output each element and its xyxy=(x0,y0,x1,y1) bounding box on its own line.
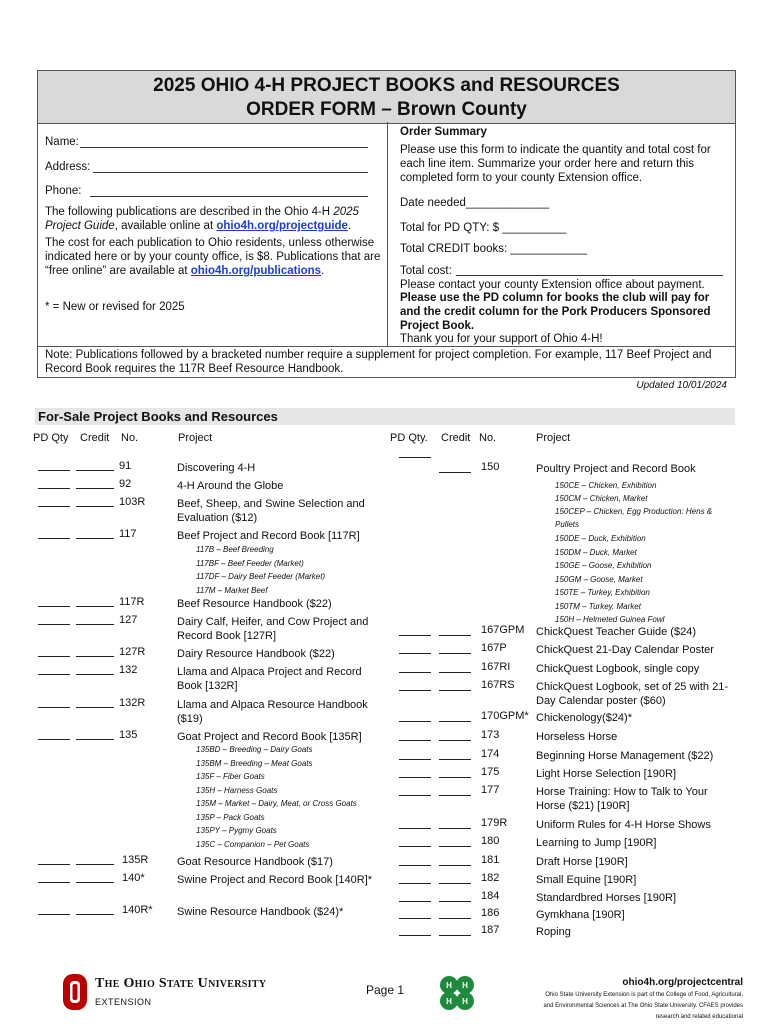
item-number: 167P xyxy=(481,642,507,654)
item-number: 187 xyxy=(481,924,500,936)
pd-qty-input[interactable] xyxy=(38,707,70,708)
info-divider xyxy=(387,122,388,346)
item-title: Swine Project and Record Book [140R]* xyxy=(177,874,373,886)
item-number: 117R xyxy=(119,596,145,608)
credit-input[interactable] xyxy=(439,865,471,866)
item-title: 4-H Around the Globe xyxy=(177,480,284,492)
item-number: 173 xyxy=(481,729,500,741)
supplement-option: 135F – Fiber Goats xyxy=(196,772,265,781)
total-cost-label: Total cost: xyxy=(400,265,452,277)
credit-input[interactable] xyxy=(439,672,471,673)
item-title: Horseless Horse xyxy=(536,731,618,743)
col-pd-qty-right: PD Qty. xyxy=(390,432,428,444)
supplement-option: 135C – Companion – Pet Goats xyxy=(196,839,310,849)
item-number: 132 xyxy=(119,664,138,676)
item-title: Beef, Sheep, and Swine Selection and Evaluation ($12) xyxy=(177,498,365,524)
pd-qty-input[interactable] xyxy=(38,864,70,865)
item-title: ChickQuest Logbook, set of 25 with 21-Day Calendar poster ($60) xyxy=(536,681,728,707)
pd-qty-input[interactable] xyxy=(38,739,70,740)
updated-date: Updated 10/01/2024 xyxy=(636,380,727,391)
item-title: Draft Horse [190R] xyxy=(536,856,628,868)
credit-input[interactable] xyxy=(76,624,114,625)
item-number: 167RS xyxy=(481,679,515,691)
pd-qty-input[interactable] xyxy=(38,488,70,489)
item-number: 167RI xyxy=(481,661,511,673)
item-title: Llama and Alpaca Resource Handbook ($19) xyxy=(177,699,368,725)
item-number: 186 xyxy=(481,907,500,919)
pd-qty-input[interactable] xyxy=(38,882,70,883)
supplement-option: 117B – Beef Breeding xyxy=(196,545,274,554)
col-no-left: No. xyxy=(121,432,139,444)
supplement-note: Note: Publications followed by a bracketed number require a supplement for project completion. For example, 117 Beef Project and Record Book requires the 117R Beef Resource Handbook. xyxy=(45,349,712,375)
item-title: Light Horse Selection [190R] xyxy=(536,768,677,780)
order-summary-heading: Order Summary xyxy=(400,126,487,138)
name-label: Name: xyxy=(45,136,79,148)
item-number: 175 xyxy=(481,766,500,778)
credit-input[interactable] xyxy=(439,721,471,722)
col-credit-left: Credit xyxy=(80,432,110,444)
item-title: Chickenology($24)* xyxy=(536,712,632,724)
item-title: Learning to Jump [190R] xyxy=(536,837,657,849)
item-title: Beef Resource Handbook ($22) xyxy=(177,598,332,610)
page-number: Page 1 xyxy=(366,983,405,997)
form-title: 2025 OHIO 4-H PROJECT BOOKS and RESOURCES xyxy=(153,75,620,96)
item-title: Horse Training: How to Talk to Your Horse ($21) [190R] xyxy=(536,786,708,812)
item-title: Beginning Horse Management ($22) xyxy=(536,750,714,762)
credit-input[interactable] xyxy=(76,914,114,915)
pd-qty-input[interactable] xyxy=(38,506,70,507)
pd-qty-input[interactable] xyxy=(38,674,70,675)
item-number: 127 xyxy=(119,614,138,626)
pd-qty-input[interactable] xyxy=(399,721,431,722)
form-title-box xyxy=(37,70,736,124)
pd-qty-input[interactable] xyxy=(38,606,70,607)
supplement-option: 150DE – Duck, Exhibition xyxy=(555,534,646,543)
credit-input[interactable] xyxy=(439,918,471,919)
item-number: 92 xyxy=(119,478,132,490)
item-number: 140* xyxy=(122,872,145,884)
credit-input[interactable] xyxy=(439,846,471,847)
supplement-option: 117BF – Beef Feeder (Market) xyxy=(196,558,304,568)
supplement-option: 135P – Pack Goats xyxy=(196,812,265,822)
item-number: 182 xyxy=(481,872,500,884)
pd-qty-input[interactable] xyxy=(399,690,431,691)
new-revised-note: * = New or revised for 2025 xyxy=(45,301,185,313)
projectguide-link[interactable]: ohio4h.org/projectguide xyxy=(216,220,348,232)
item-title: Discovering 4-H xyxy=(177,462,256,474)
item-title: ChickQuest 21-Day Calendar Poster xyxy=(536,644,714,656)
supplement-option: 150CEP – Chicken, Egg Production: Hens & Pullets xyxy=(555,507,713,529)
four-h-clover-icon xyxy=(434,970,480,1016)
item-number: 132R xyxy=(119,697,146,709)
supplement-option: 150H – Helmeted Guinea Fowl xyxy=(555,615,665,624)
disclaimer-text: Ohio State University Extension is part of the College of Food, Agricultural, and Environmental Sciences at The Ohio State University. CFAES provides research and related educational xyxy=(543,992,743,1020)
publications-link[interactable]: ohio4h.org/publications xyxy=(190,265,322,277)
pd-qty-input[interactable] xyxy=(399,795,431,796)
item-number: 177 xyxy=(481,784,500,796)
supplement-option: 135H – Harness Goats xyxy=(196,785,278,795)
supplement-option: 135PY – Pygmy Goats xyxy=(196,826,277,835)
item-title: Llama and Alpaca Project and Record Book [132R] xyxy=(177,666,362,692)
svg-text:H: H xyxy=(446,997,452,1006)
item-number: 127R xyxy=(119,646,146,658)
pd-qty-input[interactable] xyxy=(399,777,431,778)
osu-block-o-logo xyxy=(63,974,87,1010)
pd-credit-instruction: Please use the PD column for books the club will pay for and the credit column for the Pork Producers Sponsored Project Book. xyxy=(400,292,711,332)
credit-input[interactable] xyxy=(439,635,471,636)
name-field[interactable] xyxy=(80,147,368,148)
project-central-url[interactable]: ohio4h.org/projectcentral xyxy=(622,977,743,988)
svg-text:H: H xyxy=(462,997,468,1006)
item-number: 167GPM xyxy=(481,624,525,636)
supplement-option: 150TE – Turkey, Exhibition xyxy=(555,588,650,597)
extension-wordmark: EXTENSION xyxy=(95,997,152,1007)
credit-input[interactable] xyxy=(439,759,471,760)
intro-paragraph-2: The cost for each publication to Ohio residents, unless otherwise indicated here or by your county office, is $8. Publications that are “free online” are available at ohio4h.org/publications. xyxy=(45,237,381,277)
credit-input[interactable] xyxy=(439,690,471,691)
phone-label: Phone: xyxy=(45,185,82,197)
item-number: 184 xyxy=(481,890,500,902)
credit-input[interactable] xyxy=(76,506,114,507)
pd-qty-input[interactable] xyxy=(399,935,431,936)
phone-field[interactable] xyxy=(90,196,368,197)
credit-input[interactable] xyxy=(76,488,114,489)
item-title: Roping xyxy=(536,926,571,938)
credit-input[interactable] xyxy=(76,470,114,471)
pd-qty-input[interactable] xyxy=(399,672,431,673)
pd-qty-input[interactable] xyxy=(38,656,70,657)
credit-input[interactable] xyxy=(439,740,471,741)
date-needed-field[interactable]: Date needed_____________ xyxy=(400,197,550,209)
credit-input[interactable] xyxy=(439,901,471,902)
item-number: 179R xyxy=(481,817,508,829)
item-title: ChickQuest Teacher Guide ($24) xyxy=(536,626,696,638)
credit-input[interactable] xyxy=(439,935,471,936)
col-credit-right: Credit xyxy=(441,432,471,444)
thank-you-text: Thank you for your support of Ohio 4-H! xyxy=(400,333,603,345)
credit-input[interactable] xyxy=(76,538,114,539)
item-number: 117 xyxy=(119,528,137,540)
item-title: Dairy Resource Handbook ($22) xyxy=(177,648,335,660)
payment-contact: Please contact your county Extension office about payment. xyxy=(400,279,705,291)
supplement-option: 117M – Market Beef xyxy=(196,585,268,595)
credit-total-field[interactable]: Total CREDIT books: ____________ xyxy=(400,243,588,255)
credit-input[interactable] xyxy=(439,653,471,654)
address-field[interactable] xyxy=(93,172,368,173)
item-title: Standardbred Horses [190R] xyxy=(536,892,677,904)
col-no-right: No. xyxy=(479,432,497,444)
pd-qty-input[interactable] xyxy=(399,865,431,866)
pd-qty-input[interactable] xyxy=(399,635,431,636)
item-number: 140R* xyxy=(122,904,153,916)
credit-input[interactable] xyxy=(76,606,114,607)
supplement-option: 135M – Market – Dairy, Meat, or Cross Goats xyxy=(196,799,357,808)
item-title: Uniform Rules for 4-H Horse Shows xyxy=(536,819,711,831)
credit-input[interactable] xyxy=(439,472,471,473)
section-heading: For-Sale Project Books and Resources xyxy=(35,408,735,425)
item-number: 150 xyxy=(481,461,500,473)
item-title: Gymkhana [190R] xyxy=(536,909,625,921)
supplement-option: 150GE – Goose, Exhibition xyxy=(555,561,652,570)
pd-qty-input[interactable] xyxy=(399,457,431,458)
address-label: Address: xyxy=(45,161,91,173)
item-title: ChickQuest Logbook, single copy xyxy=(536,663,700,675)
pd-qty-input[interactable] xyxy=(399,883,431,884)
credit-input[interactable] xyxy=(76,739,114,740)
credit-input[interactable] xyxy=(439,777,471,778)
col-pd-qty-left: PD Qty xyxy=(33,432,69,444)
supplement-option: 150GM – Goose, Market xyxy=(555,575,643,584)
svg-text:H: H xyxy=(462,981,468,990)
item-number: 103R xyxy=(119,496,146,508)
item-title: Swine Resource Handbook ($24)* xyxy=(177,906,344,918)
item-title: Small Equine [190R] xyxy=(536,874,637,886)
pd-qty-input[interactable] xyxy=(399,828,431,829)
item-number: 135R xyxy=(122,854,149,866)
col-project-right: Project xyxy=(536,432,571,444)
item-title: Beef Project and Record Book [117R] xyxy=(177,530,360,542)
item-number: 180 xyxy=(481,835,500,847)
pd-qty-input[interactable] xyxy=(399,740,431,741)
svg-text:H: H xyxy=(446,981,452,990)
pd-qty-input[interactable] xyxy=(399,759,431,760)
item-title: Dairy Calf, Heifer, and Cow Project and Record Book [127R] xyxy=(177,616,369,642)
credit-input[interactable] xyxy=(76,674,114,675)
credit-input[interactable] xyxy=(439,883,471,884)
pd-qty-input[interactable] xyxy=(399,918,431,919)
order-summary-text: Please use this form to indicate the quantity and total cost for each line item. Summarize your order here and return this completed form to your county Extension office. xyxy=(400,144,711,184)
supplement-option: 150CM – Chicken, Market xyxy=(555,494,648,503)
pd-qty-input[interactable] xyxy=(38,470,70,471)
total-cost-field[interactable] xyxy=(456,275,723,276)
supplement-option: 150CE – Chicken, Exhibition xyxy=(555,481,657,490)
pd-qty-input[interactable] xyxy=(38,914,70,915)
supplement-option: 117DF – Dairy Beef Feeder (Market) xyxy=(196,572,326,581)
supplement-option: 135BM – Breeding – Meat Goats xyxy=(196,758,313,768)
item-title: Goat Project and Record Book [135R] xyxy=(177,731,362,743)
item-number: 181 xyxy=(481,854,500,866)
item-number: 91 xyxy=(119,460,132,472)
item-number: 135 xyxy=(119,729,138,741)
item-number: 170GPM* xyxy=(481,710,529,722)
item-title: Poultry Project and Record Book xyxy=(536,463,696,475)
form-subtitle: ORDER FORM – Brown County xyxy=(246,99,527,120)
pd-qty-input[interactable] xyxy=(38,538,70,539)
supplement-option: 135BD – Breeding – Dairy Goats xyxy=(196,745,313,754)
pd-qty-input[interactable] xyxy=(399,653,431,654)
supplement-option: 150TM – Turkey, Market xyxy=(555,602,641,611)
credit-input[interactable] xyxy=(439,795,471,796)
credit-input[interactable] xyxy=(76,656,114,657)
pd-qty-input[interactable] xyxy=(399,846,431,847)
credit-input[interactable] xyxy=(76,707,114,708)
item-number: 174 xyxy=(481,748,500,760)
credit-input[interactable] xyxy=(76,882,114,883)
osu-wordmark: The Ohio State University xyxy=(95,976,267,991)
credit-input[interactable] xyxy=(76,864,114,865)
col-project-left: Project xyxy=(178,432,213,444)
supplement-option: 150DM – Duck, Market xyxy=(555,548,637,557)
pd-qty-input[interactable] xyxy=(399,901,431,902)
item-title: Goat Resource Handbook ($17) xyxy=(177,856,333,868)
credit-input[interactable] xyxy=(439,828,471,829)
pd-total-field[interactable]: Total for PD QTY: $ __________ xyxy=(400,222,567,234)
pd-qty-input[interactable] xyxy=(38,624,70,625)
intro-paragraph-1: The following publications are described in the Ohio 4-H 2025 Project Guide, available online at ohio4h.org/projectguide. xyxy=(45,206,359,232)
